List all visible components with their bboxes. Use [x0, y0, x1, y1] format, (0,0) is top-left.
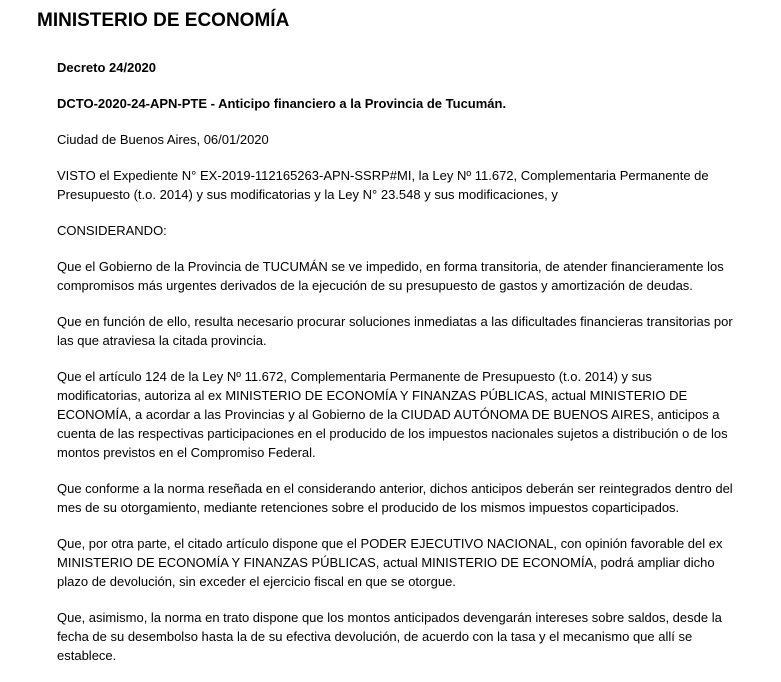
considerando-paragraph-6: Que, asimismo, la norma en trato dispone que los montos anticipados devengarán intereses sobre saldos, desde la fecha de su desembolso hasta la de su efectiva devolución, de acuerdo con la tasa y el mecanismo que allí se establece.	[57, 610, 722, 663]
considerando-paragraph-1: Que el Gobierno de la Provincia de TUCUMÁN se ve impedido, en forma transitoria, de atender financieramente los compromisos más urgentes derivados de la ejecución de su presupuesto de gastos y amortización de deudas.	[57, 259, 724, 293]
ministry-heading: MINISTERIO DE ECONOMÍA	[37, 10, 290, 31]
considerando-paragraph-2: Que en función de ello, resulta necesario procurar soluciones inmediatas a las dificultades financieras transitorias por las que atraviesa la citada provincia.	[57, 314, 733, 348]
considerando-paragraph-5: Que, por otra parte, el citado artículo dispone que el PODER EJECUTIVO NACIONAL, con opinión favorable del ex MINISTERIO DE ECONOMÍA Y FINANZAS PÚBLICAS, actual MINISTERIO DE ECONOMÍA, podrá ampliar dicho plazo de devolución, sin exceder el ejercicio fiscal en que se otorgue.	[57, 536, 723, 589]
visto-paragraph: VISTO el Expediente N° EX-2019-112165263-APN-SSRP#MI, la Ley Nº 11.672, Complementaria Permanente de Presupuesto (t.o. 2014) y sus modificatorias y la Ley N° 23.548 y sus modificaciones, y	[57, 168, 709, 202]
considerando-paragraph-4: Que conforme a la norma reseñada en el considerando anterior, dichos anticipos deberán ser reintegrados dentro del mes de su otorgamiento, mediante retenciones sobre el producido de los mismos impuestos coparticipados.	[57, 481, 733, 515]
decree-body	[57, 58, 737, 682]
decree-title: DCTO-2020-24-APN-PTE - Anticipo financiero a la Provincia de Tucumán.	[57, 96, 507, 111]
considerando-paragraph-3: Que el artículo 124 de la Ley Nº 11.672, Complementaria Permanente de Presupuesto (t.o. 2014) y sus modificatorias, autoriza al ex MINISTERIO DE ECONOMÍA Y FINANZAS PÚBLICAS, actual MINISTERIO DE ECONOMÍA, a acordar a las Provincias y al Gobierno de la CIUDAD AUTÓNOMA DE BUENOS AIRES, anticipos a cuenta de las respectivas participaciones en el producido de los impuestos nacionales sujetos a distribución o de los montos previstos en el Compromiso Federal.	[57, 369, 728, 460]
considerando-heading: CONSIDERANDO:	[57, 223, 167, 238]
decree-number: Decreto 24/2020	[57, 60, 157, 75]
place-and-date: Ciudad de Buenos Aires, 06/01/2020	[57, 132, 269, 147]
